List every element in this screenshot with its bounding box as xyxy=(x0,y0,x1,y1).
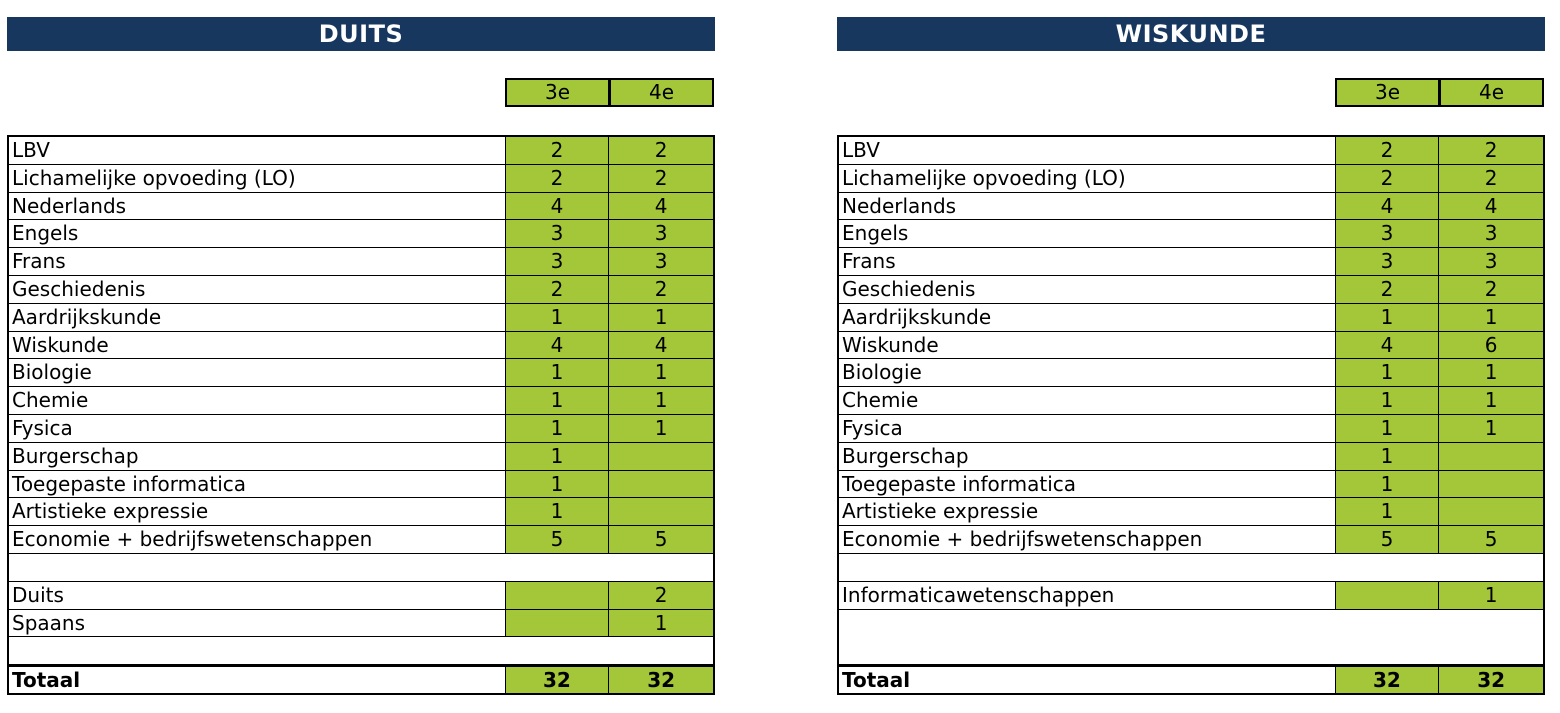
panel-wiskunde xyxy=(837,17,1545,693)
hours-3e: 2 xyxy=(1336,137,1440,164)
hours-4e: 2 xyxy=(1439,276,1543,303)
subject-label: Chemie xyxy=(9,387,506,414)
subject-label: Nederlands xyxy=(839,193,1336,220)
table-row xyxy=(9,498,713,526)
subject-label: Wiskunde xyxy=(839,332,1336,359)
hours-4e: 3 xyxy=(1439,248,1543,275)
total-label: Totaal xyxy=(9,667,506,693)
hours-3e: 2 xyxy=(506,165,610,192)
table-row xyxy=(839,165,1543,193)
subject-label: Aardrijkskunde xyxy=(839,304,1336,331)
hours-4e: 5 xyxy=(609,526,713,553)
subject-label: Toegepaste informatica xyxy=(839,471,1336,498)
hours-3e: 4 xyxy=(506,332,610,359)
table-row xyxy=(9,193,713,221)
hours-4e: 4 xyxy=(609,193,713,220)
hours-3e: 1 xyxy=(1336,415,1440,442)
table-row xyxy=(839,387,1543,415)
hours-4e: 1 xyxy=(609,304,713,331)
total-row xyxy=(839,665,1543,693)
hours-3e: 3 xyxy=(506,220,610,247)
timetable xyxy=(837,135,1545,695)
subject-label: LBV xyxy=(9,137,506,164)
hours-3e: 4 xyxy=(1336,193,1440,220)
hours-3e: 4 xyxy=(1336,332,1440,359)
hours-3e: 1 xyxy=(1336,359,1440,386)
column-header-4e: 4e xyxy=(609,78,714,107)
table-row xyxy=(839,471,1543,499)
hours-3e: 3 xyxy=(506,248,610,275)
subject-label: Geschiedenis xyxy=(839,276,1336,303)
subject-label: Spaans xyxy=(9,610,506,637)
total-row xyxy=(9,665,713,693)
hours-4e: 1 xyxy=(1439,415,1543,442)
subject-label: Biologie xyxy=(839,359,1336,386)
table-row xyxy=(9,443,713,471)
subject-label: Fysica xyxy=(9,415,506,442)
table-row xyxy=(839,276,1543,304)
subject-label: Geschiedenis xyxy=(9,276,506,303)
hours-3e: 3 xyxy=(1336,220,1440,247)
subject-label: Aardrijkskunde xyxy=(9,304,506,331)
elective-row xyxy=(839,582,1543,610)
hours-4e: 4 xyxy=(609,332,713,359)
table-row xyxy=(839,332,1543,360)
hours-4e: 1 xyxy=(609,359,713,386)
hours-3e: 5 xyxy=(506,526,610,553)
subject-label: Frans xyxy=(9,248,506,275)
hours-4e: 2 xyxy=(1439,165,1543,192)
table-row xyxy=(9,165,713,193)
hours-3e: 2 xyxy=(1336,165,1440,192)
hours-3e: 2 xyxy=(506,276,610,303)
column-header-4e: 4e xyxy=(1439,78,1544,107)
subject-label: Engels xyxy=(9,220,506,247)
hours-4e: 5 xyxy=(1439,526,1543,553)
hours-4e: 2 xyxy=(1439,137,1543,164)
hours-3e: 5 xyxy=(1336,526,1440,553)
hours-4e: 2 xyxy=(609,137,713,164)
hours-3e xyxy=(1336,582,1440,609)
subject-label: Nederlands xyxy=(9,193,506,220)
subject-label: Lichamelijke opvoeding (LO) xyxy=(839,165,1336,192)
subject-label: Artistieke expressie xyxy=(9,498,506,525)
table-row xyxy=(9,359,713,387)
total-3e: 32 xyxy=(506,667,610,693)
subject-label: Toegepaste informatica xyxy=(9,471,506,498)
subject-label: Economie + bedrijfswetenschappen xyxy=(839,526,1336,553)
subject-label: Economie + bedrijfswetenschappen xyxy=(9,526,506,553)
subject-label: Biologie xyxy=(9,359,506,386)
table-row xyxy=(839,526,1543,554)
total-4e: 32 xyxy=(609,667,713,693)
hours-4e: 1 xyxy=(1439,304,1543,331)
table-row xyxy=(9,332,713,360)
hours-4e xyxy=(1439,498,1543,525)
hours-4e xyxy=(609,443,713,470)
hours-3e: 1 xyxy=(506,443,610,470)
hours-3e: 1 xyxy=(506,415,610,442)
table-row xyxy=(9,526,713,554)
hours-3e: 2 xyxy=(506,137,610,164)
total-3e: 32 xyxy=(1336,667,1440,693)
hours-3e: 1 xyxy=(1336,443,1440,470)
subject-label: Frans xyxy=(839,248,1336,275)
hours-4e xyxy=(609,471,713,498)
table-row xyxy=(9,387,713,415)
hours-3e: 1 xyxy=(1336,498,1440,525)
hours-4e: 4 xyxy=(1439,193,1543,220)
hours-4e: 1 xyxy=(609,387,713,414)
table-row xyxy=(839,498,1543,526)
table-row xyxy=(839,248,1543,276)
table-row xyxy=(9,248,713,276)
hours-4e: 1 xyxy=(1439,387,1543,414)
column-header-3e: 3e xyxy=(1335,78,1440,107)
table-row xyxy=(839,193,1543,221)
table-row xyxy=(839,220,1543,248)
table-row xyxy=(839,304,1543,332)
hours-3e: 1 xyxy=(506,387,610,414)
hours-3e: 1 xyxy=(506,498,610,525)
spacer-row xyxy=(9,637,713,665)
hours-4e xyxy=(1439,443,1543,470)
elective-row xyxy=(9,582,713,610)
table-row xyxy=(9,276,713,304)
table-row xyxy=(9,220,713,248)
hours-3e xyxy=(506,582,610,609)
subject-label: Artistieke expressie xyxy=(839,498,1336,525)
panel-title: WISKUNDE xyxy=(837,17,1545,51)
panel-title: DUITS xyxy=(7,17,715,51)
subject-label: Burgerschap xyxy=(9,443,506,470)
hours-4e: 2 xyxy=(609,582,713,609)
subject-label: Fysica xyxy=(839,415,1336,442)
spacer-row xyxy=(9,554,713,582)
table-row xyxy=(9,304,713,332)
panel-duits xyxy=(7,17,715,693)
hours-3e: 1 xyxy=(1336,471,1440,498)
hours-4e: 3 xyxy=(609,220,713,247)
hours-4e: 3 xyxy=(1439,220,1543,247)
hours-3e: 3 xyxy=(1336,248,1440,275)
subject-label: Lichamelijke opvoeding (LO) xyxy=(9,165,506,192)
total-label: Totaal xyxy=(839,667,1336,693)
subject-label: Duits xyxy=(9,582,506,609)
table-row xyxy=(839,137,1543,165)
table-row xyxy=(9,137,713,165)
table-row xyxy=(839,443,1543,471)
subject-label: Engels xyxy=(839,220,1336,247)
subject-label: LBV xyxy=(839,137,1336,164)
hours-3e xyxy=(506,610,610,637)
hours-4e: 3 xyxy=(609,248,713,275)
hours-4e xyxy=(609,498,713,525)
hours-3e: 1 xyxy=(506,359,610,386)
column-header-3e: 3e xyxy=(505,78,610,107)
hours-4e: 1 xyxy=(609,610,713,637)
hours-3e: 1 xyxy=(506,304,610,331)
hours-3e: 2 xyxy=(1336,276,1440,303)
spacer-row xyxy=(839,610,1543,666)
hours-4e: 2 xyxy=(609,276,713,303)
elective-row xyxy=(9,610,713,638)
hours-3e: 1 xyxy=(506,471,610,498)
column-header xyxy=(505,78,714,107)
subject-label: Burgerschap xyxy=(839,443,1336,470)
hours-4e: 2 xyxy=(609,165,713,192)
column-header xyxy=(1335,78,1544,107)
hours-4e: 1 xyxy=(1439,359,1543,386)
hours-4e: 1 xyxy=(609,415,713,442)
hours-4e: 1 xyxy=(1439,582,1543,609)
hours-3e: 4 xyxy=(506,193,610,220)
subject-label: Informaticawetenschappen xyxy=(839,582,1336,609)
total-4e: 32 xyxy=(1439,667,1543,693)
hours-4e: 6 xyxy=(1439,332,1543,359)
hours-3e: 1 xyxy=(1336,387,1440,414)
hours-4e xyxy=(1439,471,1543,498)
table-row xyxy=(9,415,713,443)
hours-3e: 1 xyxy=(1336,304,1440,331)
timetable xyxy=(7,135,715,695)
table-row xyxy=(839,415,1543,443)
subject-label: Wiskunde xyxy=(9,332,506,359)
table-row xyxy=(9,471,713,499)
subject-label: Chemie xyxy=(839,387,1336,414)
spacer-row xyxy=(839,554,1543,582)
table-row xyxy=(839,359,1543,387)
